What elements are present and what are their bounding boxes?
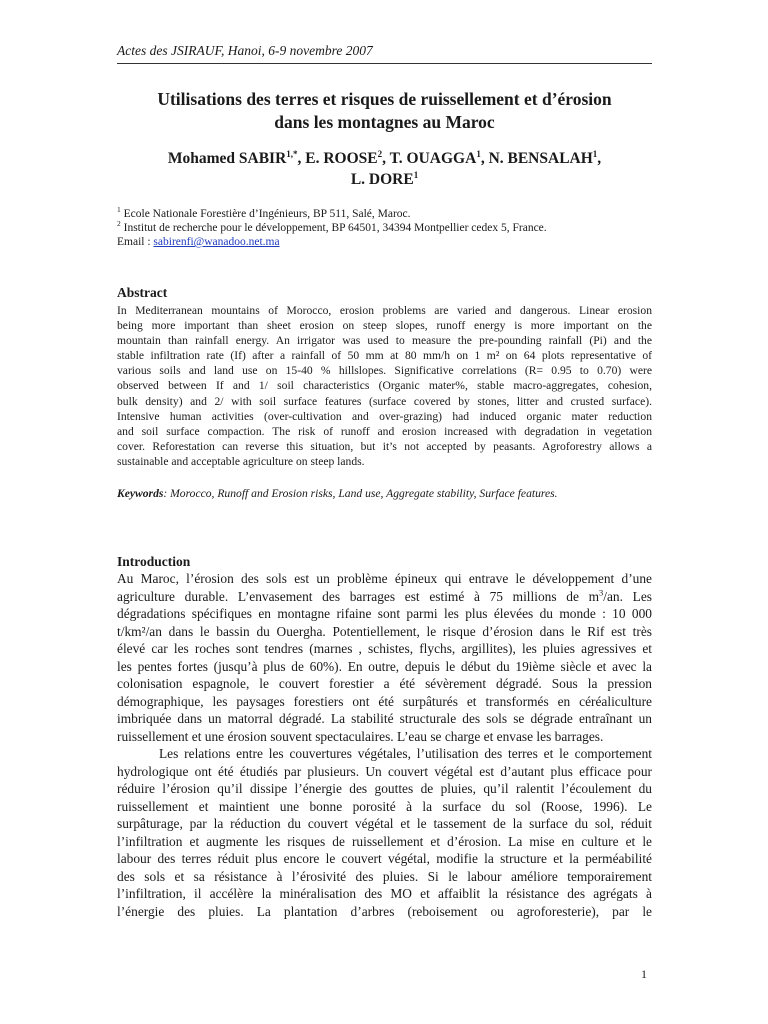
introduction-line: ruissellement et une érosion souvent spectaculaires. L’eau se charge et envase les barrages. — [117, 728, 604, 744]
email-label: Email : — [117, 236, 154, 248]
introduction-line: élevé car les roches sont tendres (marnes , schistes, flychs, argillites), les pluies agressives et — [117, 641, 652, 656]
author-affil-mark: 1 — [413, 169, 419, 180]
keywords — [117, 487, 652, 500]
introduction-line: démographique, les paysages forestiers ont été surpâturés et transformés en céréaliculture — [117, 693, 652, 709]
author-affil-mark: 2 — [377, 148, 383, 159]
email-line — [117, 235, 652, 249]
author-name: N. BENSALAH — [488, 150, 593, 167]
introduction-line: l’infiltration et augmente les risques de ruissellement et d’érosion. La mise en culture et le — [117, 833, 652, 849]
abstract-line: and soil surface compaction. The risk of runoff and erosion increased with degradation in vegetation — [117, 424, 652, 438]
introduction-line: ruissellement et maintient une bonne porosité à la surface du sol (Roose, 1996). Le — [117, 798, 652, 814]
header-rule — [117, 63, 652, 64]
running-header: Actes des JSIRAUF, Hanoi, 6-9 novembre 2007 — [117, 43, 373, 58]
author-list — [117, 148, 652, 190]
introduction-line: agriculture durable. L’envasement des barrages est estimé à 75 millions de $m^3/an$. Les — [117, 587, 652, 604]
superscript: 3 — [599, 587, 604, 598]
author-affil-mark: 1 — [476, 148, 481, 159]
abstract-line: mountain than rainfall energy. An irrigator was used to measure the pre-pounding rainfall (Pi) and the — [117, 334, 652, 348]
keywords-label: Keywords — [117, 487, 164, 500]
author-affil-mark: 1 — [592, 148, 598, 159]
title-line: Utilisations des terres et risques de ruissellement et d’érosion — [157, 89, 612, 109]
author-name: T. OUAGGA — [389, 150, 477, 167]
affiliation-number: 1 — [117, 205, 121, 215]
affiliation-text: Ecole Nationale Forestière d’Ingénieurs, BP 511, Salé, Maroc. — [123, 208, 411, 220]
introduction-line: Les relations entre les couvertures végétales, l’utilisation des terres et le comportement — [159, 746, 652, 761]
affiliation-text: Institut de recherche pour le développement, BP 64501, 34394 Montpellier cedex 5, France. — [123, 222, 547, 234]
introduction-line: surpâturage, par la réduction du couvert végétal et le tassement de la surface du sol, réduit — [117, 816, 652, 831]
page-number: 1 — [641, 967, 647, 981]
email-link[interactable]: sabirenfi@wanadoo.net.ma — [153, 236, 280, 248]
abstract-line: observed between If and 1/ soil characteristics (Organic mater%, stable macro-aggregates, cohesion, — [117, 379, 652, 393]
introduction-line: dégradations spécifiques en montagne rifaine sont parmi les plus élevées du monde : 10 000 — [117, 606, 652, 621]
author-name: Mohamed SABIR — [167, 150, 287, 167]
introduction-heading: Introduction — [117, 554, 191, 569]
introduction-line: l’infiltration, il accélère la minéralisation des MO et affaiblit la résistance des agrégats à — [117, 886, 652, 901]
paper-title — [117, 88, 652, 134]
author-name: L. DORE — [350, 171, 414, 188]
title-line: dans les montagnes au Maroc — [274, 112, 495, 132]
author-separator: , — [480, 150, 489, 167]
introduction-line: des sols et sa résistance à l’érosivité des pluies. Si le labour améliore temporairement — [117, 868, 652, 884]
keywords-text: : Morocco, Runoff and Erosion risks, Land use, Aggregate stability, Surface features. — [163, 487, 558, 500]
authors-line-2 — [117, 169, 652, 190]
introduction-line: réduire l’érosion qu’il dissipe l’énergie des gouttes de pluies, qu’il ralentit l’écoulement du — [117, 781, 652, 796]
introduction-line: l’énergie des pluies. La plantation d’arbres (reboisement ou agroforesterie), par le — [117, 903, 652, 919]
affiliation-number: 2 — [117, 219, 121, 229]
introduction-line: Au Maroc, l’érosion des sols est un problème épineux qui entrave le développement d’une — [117, 571, 652, 586]
introduction-line: t/km²/an dans le bassin du Ouergha. Potentiellement, le risque d’érosion dans le Rif est très — [117, 623, 652, 639]
introduction-line: les pentes fortes (jusqu’à plus de 60%). En outre, depuis le début du 19ième siècle et avec la — [117, 658, 652, 674]
abstract-line: being more important than sheet erosion on steep slopes, runoff energy is more important on the — [117, 319, 652, 333]
abstract-line: bulk density) and 2/ with soil surface features (surface covered by stones, litter and crusted surface). — [117, 394, 652, 408]
introduction-line: hydrologique ont été étudiés par plusieurs. Un couvert végétal est d’autant plus efficace pour — [117, 763, 652, 779]
introduction-line: colonisation espagnole, le couvert forestier a été sévèrement dégradé. Sous la pression — [117, 676, 652, 691]
affiliation-line — [117, 221, 652, 235]
affiliations — [117, 207, 652, 249]
introduction-line: labour des terres réduit plus encore le couvert végétal, modifie la structure et la perméabilité — [117, 851, 652, 866]
affiliation-line — [117, 207, 652, 221]
abstract-line: Intensive human activities (over-cultivation and over-grazing) had induced organic mater reduction — [117, 409, 652, 423]
abstract-body — [117, 303, 652, 469]
introduction-body — [117, 570, 652, 920]
authors-line-1 — [117, 148, 652, 169]
author-name: E. ROOSE — [305, 150, 378, 167]
author-affil-mark: 1,* — [286, 148, 298, 159]
abstract-line: sustainable and acceptable agriculture on steep lands. — [117, 454, 365, 468]
abstract-line: cover. Reforestation can reverse this situation, but it’s not accepted by peasants. Agroforestry allows a — [117, 439, 652, 453]
abstract-heading: Abstract — [117, 285, 168, 300]
abstract-line: various soils and land use on 15-40 % hillslopes. Significative correlations (R= 0.95 to 0.70) were — [117, 364, 652, 378]
abstract-line: stable infiltration rate (If) after a rainfall of 50 mm at 80 mm/h on 1 m² on 64 plots representative of — [117, 349, 652, 363]
author-separator: , — [382, 150, 390, 167]
author-separator: , — [597, 150, 602, 167]
abstract-line: In Mediterranean mountains of Morocco, erosion problems are varied and dangerous. Linear erosion — [117, 304, 652, 317]
author-separator: , — [297, 150, 306, 167]
introduction-line: imbriquée dans un matorral dégradé. La stabilité structurale des sols se dégrade entraînant un — [117, 711, 652, 726]
